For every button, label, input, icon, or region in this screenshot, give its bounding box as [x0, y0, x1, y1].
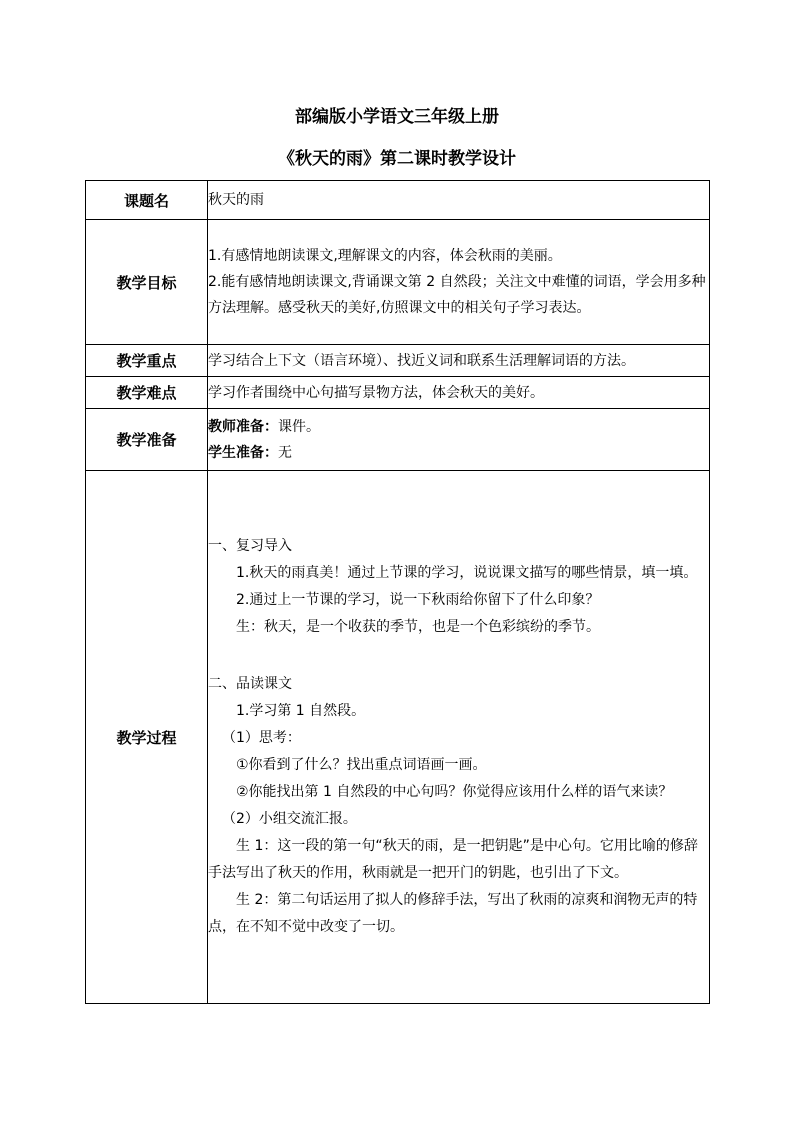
spacer	[208, 641, 709, 671]
group-report-heading: （2）小组交流汇报。	[222, 811, 357, 827]
student-answer-2: 生 2：第二句话运用了拟人的修辞手法，写出了秋雨的凉爽和润物无声的特点，在不知不觉中改变了一切。	[208, 892, 698, 935]
table-row-process	[86, 471, 710, 1004]
difficulties-label: 教学难点	[86, 377, 208, 409]
table-row-topic	[86, 181, 710, 220]
process-content	[208, 471, 710, 1004]
student-preparation-value: 无	[278, 444, 292, 461]
preparation-content	[208, 409, 710, 471]
key-points-value: 学习结合上下文（语言环境）、找近义词和联系生活理解词语的方法。	[208, 345, 710, 377]
goals-content	[208, 220, 710, 345]
section2-title: 二、品读课文	[208, 676, 292, 692]
teacher-preparation-value: 课件。	[278, 418, 320, 435]
section2-step-1: 1.学习第 1 自然段。	[236, 703, 366, 719]
table-row-goals	[86, 220, 710, 345]
student-preparation-label: 学生准备：	[208, 444, 278, 461]
section1-item-1: 1.秋天的雨真美！通过上节课的学习，说说课文描写的哪些情景，填一填。	[236, 565, 698, 581]
table-row-preparation	[86, 409, 710, 471]
section1-item-2: 2.通过上一节课的学习，说一下秋雨给你留下了什么印象？	[236, 592, 600, 608]
process-label: 教学过程	[86, 471, 208, 1004]
section1-item-3: 生：秋天，是一个收获的季节，也是一个色彩缤纷的季节。	[236, 619, 600, 635]
teacher-preparation-label: 教师准备：	[208, 418, 278, 435]
document-title: 部编版小学语文三年级上册	[295, 107, 499, 127]
think-heading: （1）思考：	[222, 730, 301, 746]
teacher-preparation	[208, 414, 709, 440]
goal-item-1: 1.有感情地朗读课文,理解课文的内容，体会秋雨的美丽。	[208, 248, 562, 264]
student-answer-1: 生 1：这一段的第一句“秋天的雨，是一把钥匙”是中心句。它用比喻的修辞手法写出了秋天的作用，秋雨就是一把开门的钥匙，也引出了下文。	[208, 838, 698, 881]
key-points-label: 教学重点	[86, 345, 208, 377]
preparation-label: 教学准备	[86, 409, 208, 471]
topic-value: 秋天的雨	[208, 181, 710, 220]
table-row-key-points	[86, 345, 710, 377]
table-row-difficulties	[86, 377, 710, 409]
goal-item-2: 2.能有感情地朗读课文,背诵课文第 2 自然段；关注文中难懂的词语，学会用多种方法理解。感受秋天的美好,仿照课文中的相关句子学习表达。	[208, 274, 706, 316]
section1-title: 一、复习导入	[208, 538, 292, 554]
document-subtitle: 《秋天的雨》第二课时教学设计	[278, 149, 516, 169]
lesson-plan-table	[85, 180, 710, 1004]
goals-label: 教学目标	[86, 220, 208, 345]
question-2: ②你能找出第 1 自然段的中心句吗？你觉得应该用什么样的语气来读？	[236, 784, 673, 800]
question-1: ①你看到了什么？找出重点词语画一画。	[236, 757, 487, 773]
difficulties-value: 学习作者围绕中心句描写景物方法，体会秋天的美好。	[208, 377, 710, 409]
student-preparation	[208, 440, 709, 466]
topic-label: 课题名	[86, 181, 208, 220]
